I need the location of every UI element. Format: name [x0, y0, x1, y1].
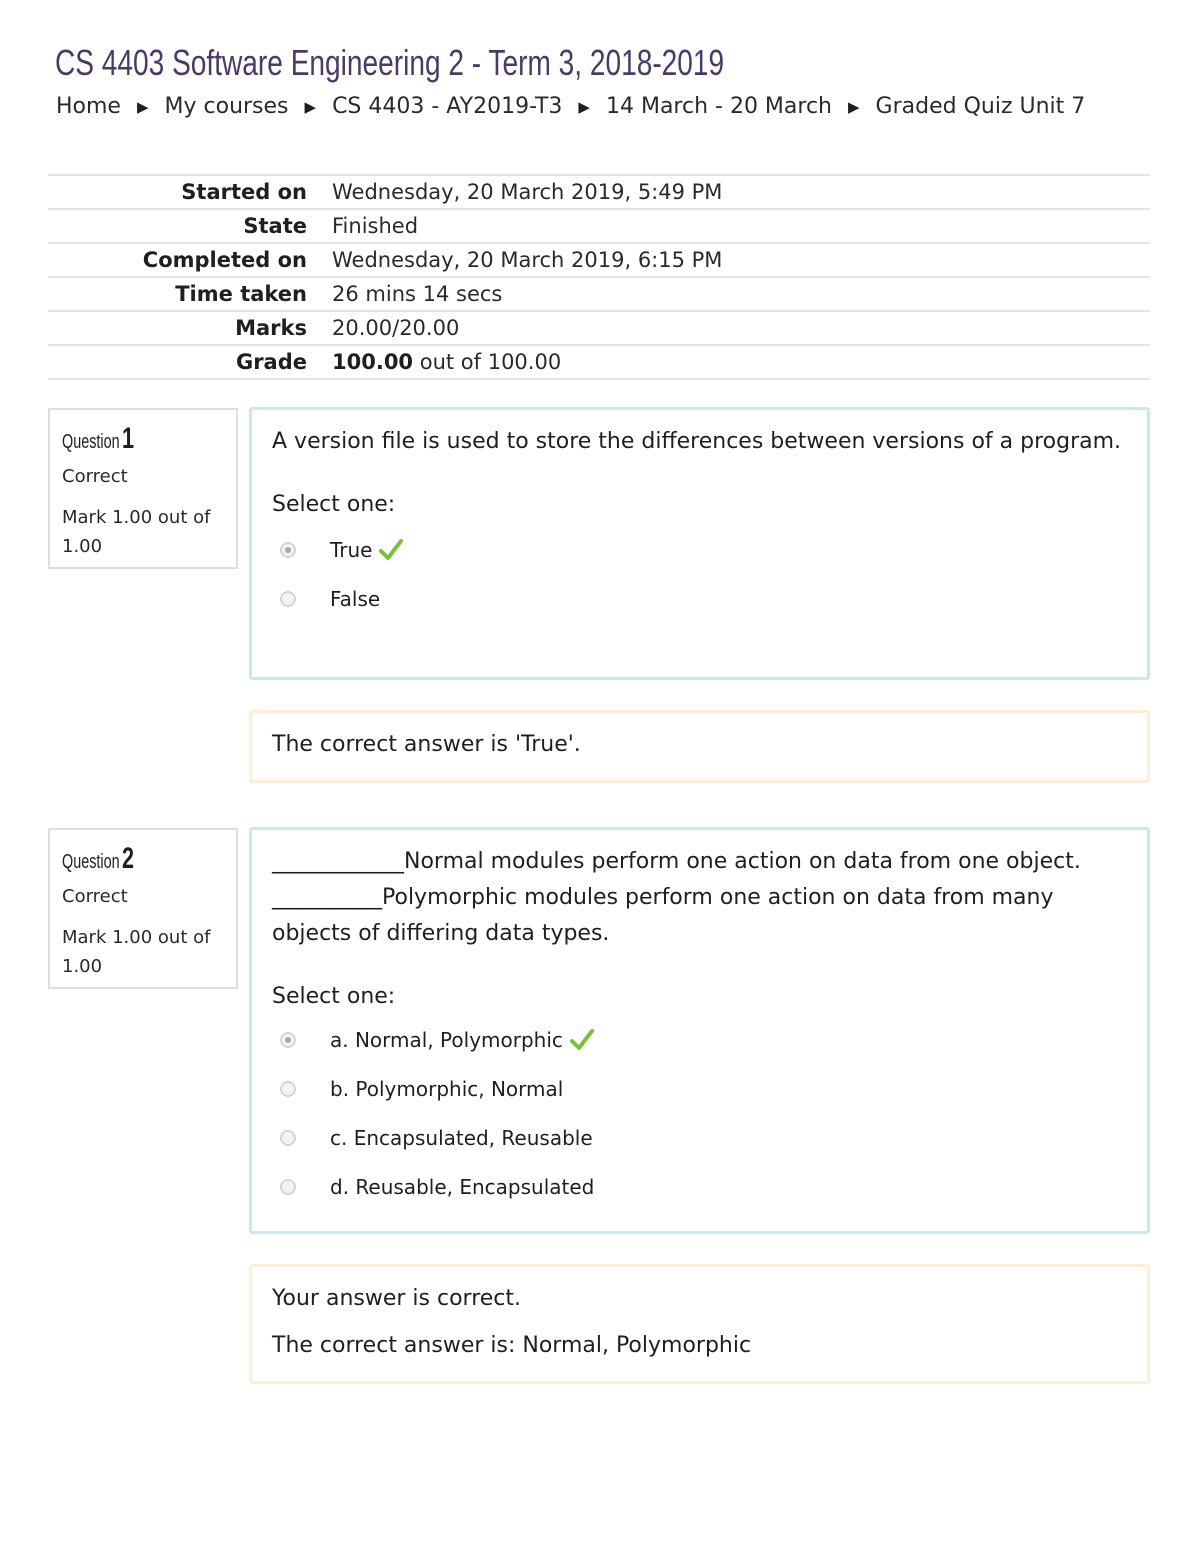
answer-option[interactable]: [272, 1162, 1127, 1211]
question-grade: Mark 1.00 out of 1.00: [62, 507, 211, 557]
triangle-right-icon: ▶: [848, 97, 860, 116]
question-content: [249, 827, 1150, 1234]
radio-icon[interactable]: [280, 1179, 296, 1195]
grade-out-of: out of 100.00: [413, 350, 562, 374]
feedback-box: [249, 710, 1150, 783]
breadcrumb-home[interactable]: Home: [56, 94, 121, 119]
option-label: b. Polymorphic, Normal: [330, 1076, 564, 1101]
question-number-value: 1: [122, 422, 135, 455]
question-info: [48, 828, 238, 989]
question-label: Question: [62, 431, 120, 453]
question-info: [48, 408, 238, 569]
breadcrumb-course[interactable]: CS 4403 - AY2019-T3: [332, 94, 563, 119]
check-icon: [569, 1027, 595, 1053]
summary-value: [307, 345, 1150, 379]
check-icon: [378, 537, 404, 563]
breadcrumb-my-courses[interactable]: My courses: [164, 94, 289, 119]
summary-label: Grade: [235, 350, 307, 374]
answer-option[interactable]: [272, 1064, 1127, 1113]
radio-icon[interactable]: [280, 542, 296, 558]
option-label: True: [330, 537, 373, 562]
radio-icon[interactable]: [280, 1081, 296, 1097]
radio-icon[interactable]: [280, 1130, 296, 1146]
feedback-correct-answer: The correct answer is: Normal, Polymorphic: [272, 1333, 752, 1358]
summary-value: Finished: [332, 214, 419, 238]
summary-value: Wednesday, 20 March 2019, 5:49 PM: [332, 180, 723, 204]
answer-options: [272, 525, 1127, 623]
question-content: [249, 407, 1150, 680]
question-number-value: 2: [122, 842, 135, 875]
summary-row-time: [48, 277, 1150, 311]
question-number: [62, 422, 224, 456]
select-one-label: Select one:: [272, 984, 396, 1009]
answer-option[interactable]: [272, 1015, 1127, 1064]
summary-row-started: [48, 175, 1150, 209]
summary-label: Completed on: [142, 248, 307, 272]
quiz-summary-table: [48, 174, 1150, 380]
breadcrumb: [56, 94, 1085, 119]
question-label: Question: [62, 851, 120, 873]
option-label: d. Reusable, Encapsulated: [330, 1174, 595, 1199]
summary-label: Started on: [181, 180, 307, 204]
page-title: CS 4403 Software Engineering 2 - Term 3, 2018-2019: [55, 42, 725, 83]
question-number: [62, 842, 224, 876]
summary-row-marks: [48, 311, 1150, 345]
answer-option[interactable]: [272, 525, 1127, 574]
answer-option[interactable]: [272, 1113, 1127, 1162]
breadcrumb-quiz[interactable]: Graded Quiz Unit 7: [875, 94, 1086, 119]
answer-options: [272, 1015, 1127, 1211]
question-text: ____________Normal modules perform one action on data from one object. __________Polymorphic modules perform one action on data from many objects of differing data types.: [272, 849, 1081, 946]
triangle-right-icon: ▶: [136, 97, 149, 116]
feedback-text: Your answer is correct.: [272, 1286, 522, 1311]
triangle-right-icon: ▶: [304, 97, 317, 116]
radio-icon[interactable]: [280, 591, 296, 607]
question-grade: Mark 1.00 out of 1.00: [62, 927, 211, 977]
feedback-box: [249, 1264, 1150, 1384]
summary-row-grade: [48, 345, 1150, 379]
answer-option[interactable]: [272, 574, 1127, 623]
question-state: Correct: [62, 466, 128, 487]
option-label: a. Normal, Polymorphic: [330, 1027, 563, 1052]
option-label: False: [330, 586, 381, 611]
summary-value: 26 mins 14 secs: [332, 282, 503, 306]
summary-label: Time taken: [175, 282, 307, 306]
summary-row-state: [48, 209, 1150, 243]
triangle-right-icon: ▶: [578, 97, 590, 116]
select-one-label: Select one:: [272, 492, 396, 517]
summary-value: 20.00/20.00: [332, 316, 460, 340]
radio-icon[interactable]: [280, 1032, 296, 1048]
breadcrumb-week[interactable]: 14 March - 20 March: [605, 94, 832, 119]
question-state: Correct: [62, 886, 128, 907]
summary-value: Wednesday, 20 March 2019, 6:15 PM: [332, 248, 723, 272]
feedback-text: The correct answer is 'True'.: [272, 732, 581, 757]
question-text: A version file is used to store the differences between versions of a program.: [272, 429, 1122, 454]
summary-label: State: [243, 214, 307, 238]
summary-row-completed: [48, 243, 1150, 277]
option-label: c. Encapsulated, Reusable: [330, 1125, 593, 1150]
summary-label: Marks: [235, 316, 307, 340]
grade-score: 100.00: [332, 350, 414, 374]
